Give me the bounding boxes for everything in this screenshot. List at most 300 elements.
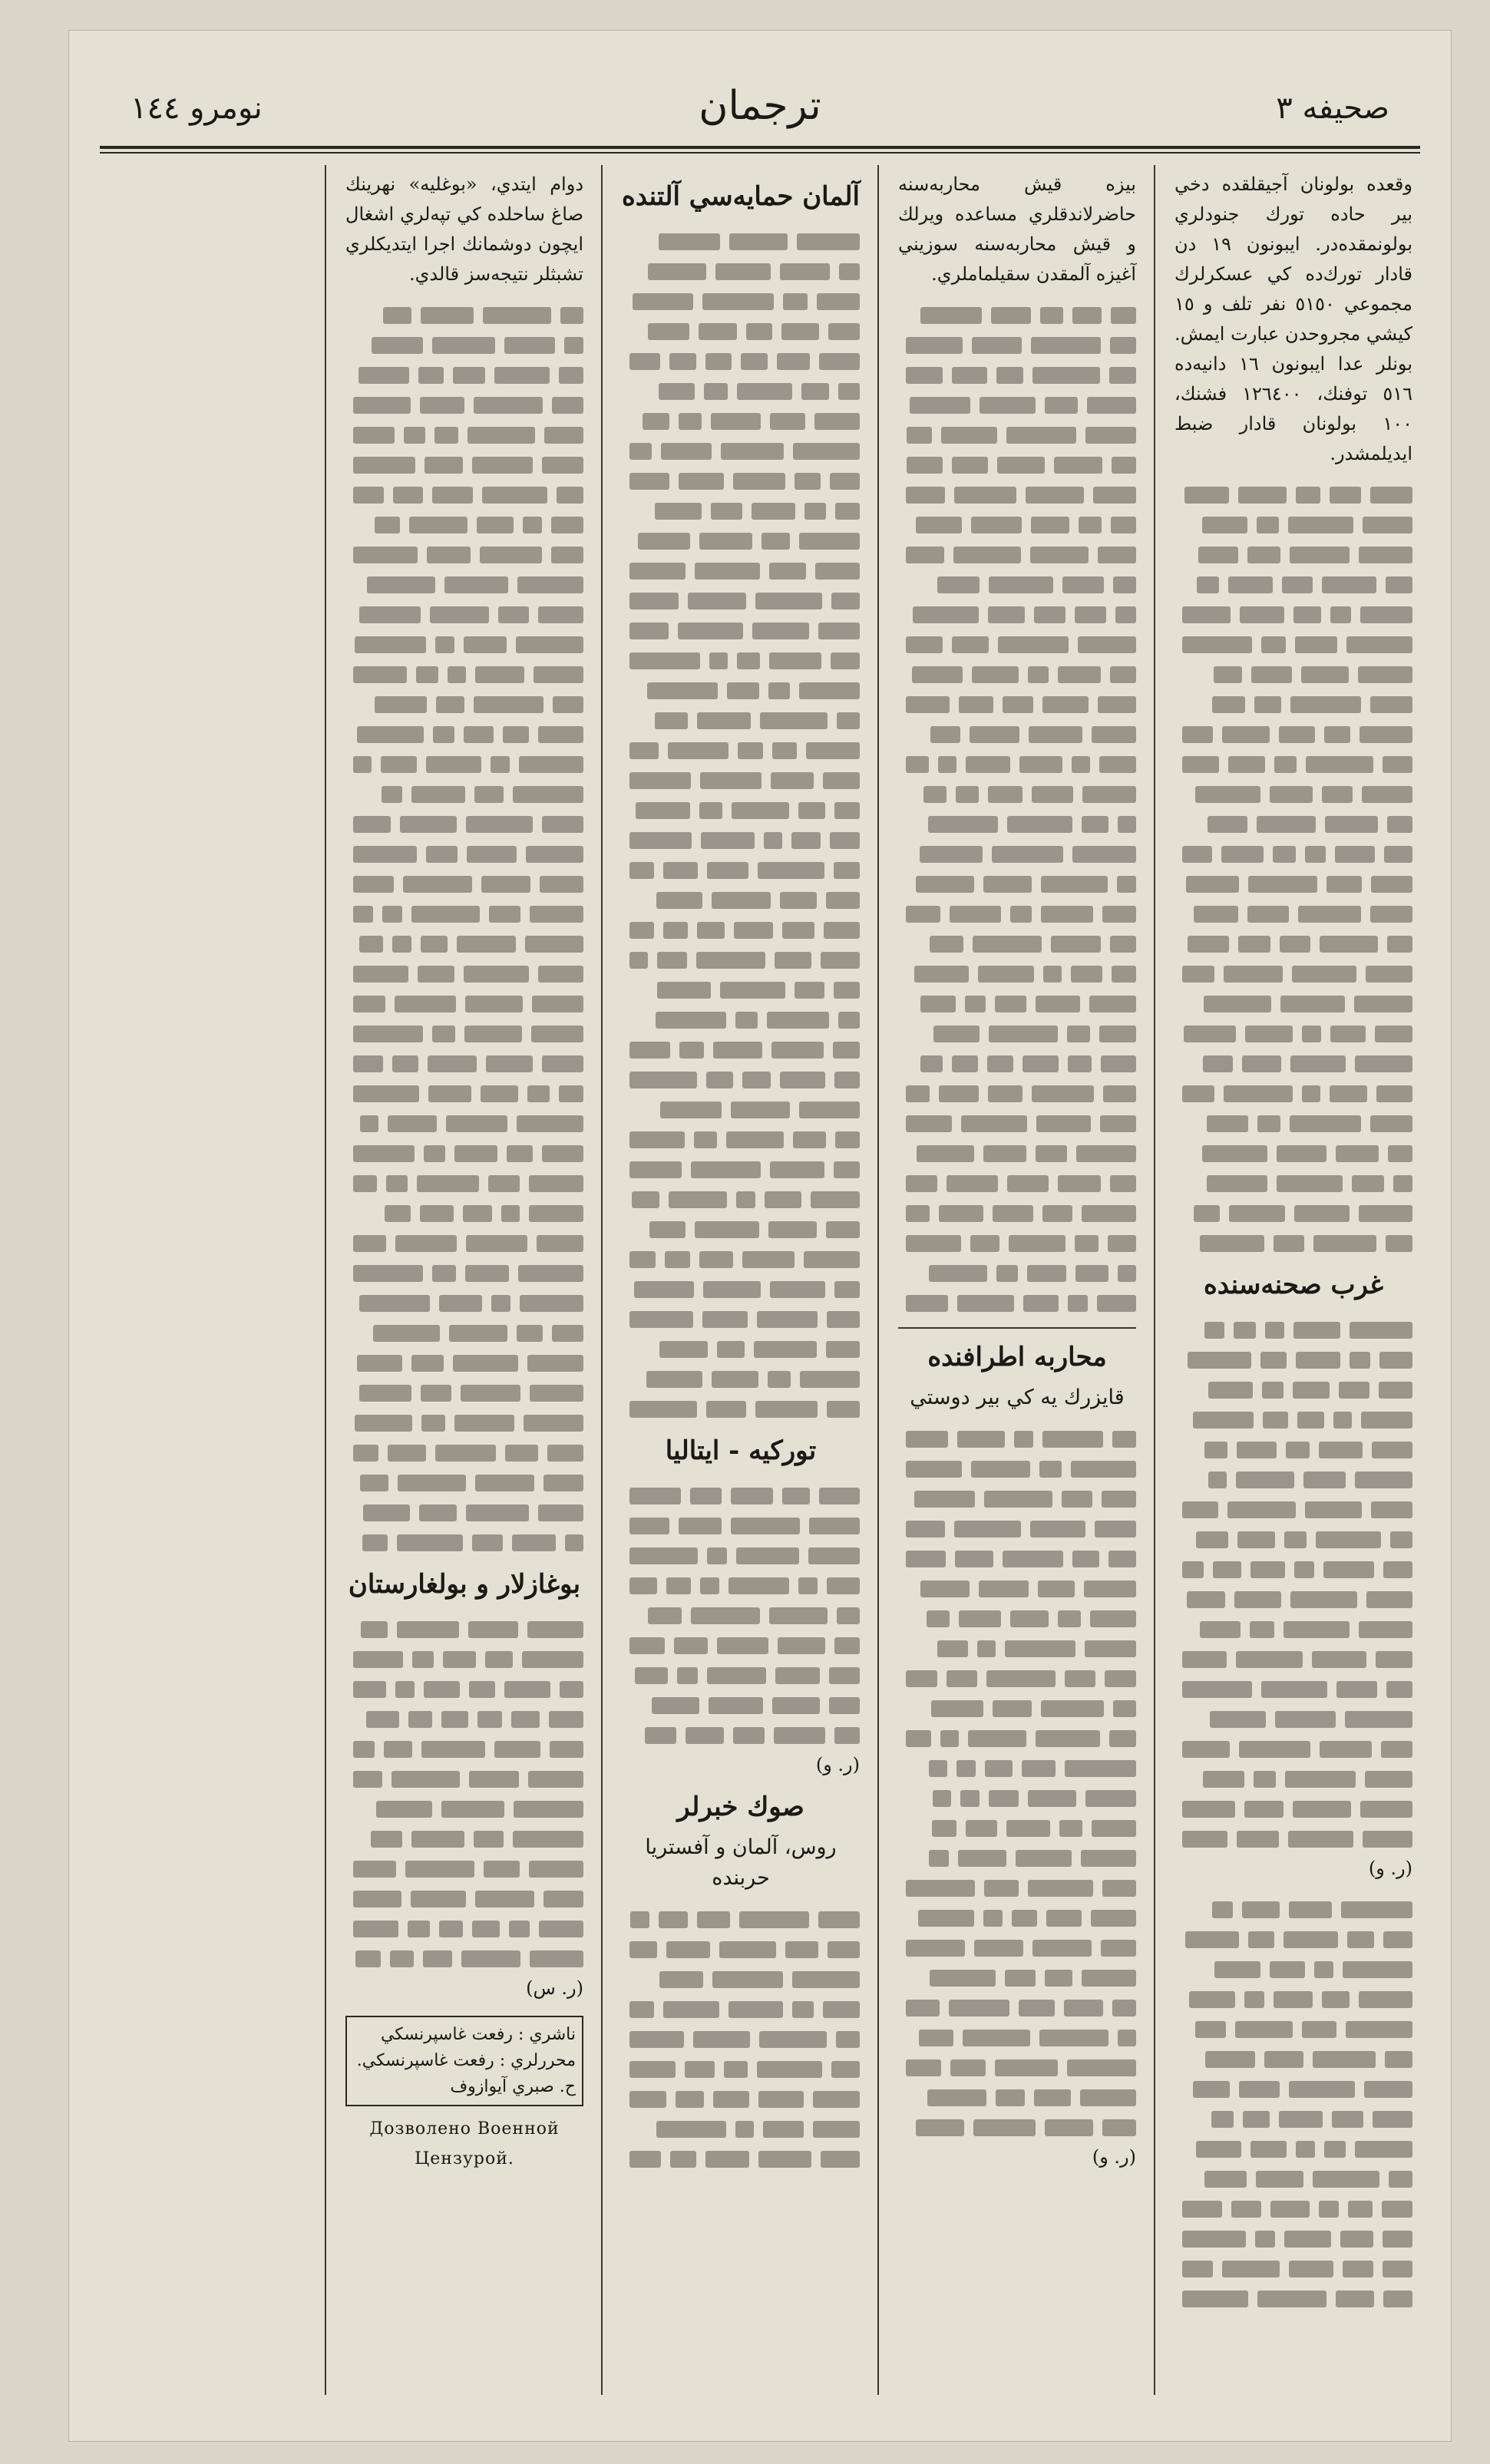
text-word: [1100, 1115, 1136, 1132]
text-line: [898, 1903, 1136, 1933]
text-word: [1030, 1521, 1085, 1538]
text-word: [1343, 2261, 1373, 2277]
text-word: [817, 293, 860, 310]
text-word: [1082, 816, 1108, 833]
text-line: [345, 1378, 583, 1408]
text-line: [1174, 540, 1412, 570]
text-line: [622, 526, 860, 556]
text-word: [1312, 1651, 1366, 1668]
text-word: [739, 1911, 809, 1928]
text-word: [1390, 1531, 1412, 1548]
text-word: [1112, 966, 1136, 983]
section-heading: محاربه اطرافنده: [927, 1342, 1107, 1372]
text-word: [1270, 786, 1313, 803]
text-word: [978, 966, 1034, 983]
text-word: [735, 1012, 758, 1029]
column-2: [890, 165, 1144, 2395]
text-word: [1358, 666, 1412, 683]
text-word: [1097, 1295, 1136, 1312]
text-line: [898, 540, 1136, 570]
text-line: [898, 450, 1136, 480]
text-word: [1041, 906, 1093, 923]
text-line: [345, 1914, 583, 1944]
text-line: [345, 570, 583, 599]
text-word: [937, 576, 980, 593]
text-word: [733, 1727, 765, 1744]
text-word: [824, 922, 860, 939]
text-word: [1393, 1175, 1412, 1192]
text-line: [1174, 1019, 1412, 1049]
text-word: [920, 1055, 943, 1072]
text-word: [737, 652, 760, 669]
text-word: [827, 1577, 860, 1594]
text-word: [630, 1911, 649, 1928]
text-word: [371, 1831, 402, 1848]
signature: (ر. س): [526, 1977, 583, 1999]
text-word: [1118, 1265, 1136, 1282]
text-word: [697, 712, 751, 729]
text-word: [818, 1911, 860, 1928]
text-word: [1322, 1991, 1350, 2008]
text-word: [760, 712, 828, 729]
text-line: [345, 1049, 583, 1078]
text-block: [345, 1614, 583, 1974]
column-5: [61, 165, 315, 2395]
text-word: [1263, 1412, 1288, 1429]
text-word: [560, 307, 583, 324]
text-word: [838, 1012, 860, 1029]
text-word: [1200, 1235, 1264, 1252]
text-word: [1072, 846, 1136, 863]
text-word: [501, 1205, 520, 1222]
text-line: [1174, 1168, 1412, 1198]
text-word: [359, 936, 383, 953]
text-word: [1279, 726, 1315, 743]
text-word: [1282, 576, 1313, 593]
signature: (ر. و): [1092, 2146, 1136, 2168]
text-word: [676, 2091, 704, 2108]
text-word: [491, 1295, 510, 1312]
text-word: [1007, 1175, 1049, 1192]
text-word: [819, 353, 860, 370]
text-line: [898, 1198, 1136, 1228]
text-word: [770, 413, 805, 430]
text-word: [930, 726, 960, 743]
text-word: [906, 1940, 965, 1957]
text-word: [715, 263, 771, 280]
text-word: [1366, 966, 1412, 983]
text-word: [660, 1102, 722, 1118]
text-word: [643, 413, 669, 430]
text-word: [952, 636, 989, 653]
text-word: [1388, 1145, 1412, 1162]
text-line: [622, 735, 860, 765]
text-word: [1054, 457, 1102, 474]
text-line: [345, 1438, 583, 1468]
text-word: [1009, 1235, 1065, 1252]
text-word: [1302, 2021, 1336, 2038]
text-word: [1363, 517, 1412, 533]
text-word: [1039, 1461, 1062, 1478]
text-line: [622, 705, 860, 735]
text-line: [1174, 1764, 1412, 1794]
text-line: [622, 1394, 860, 1424]
text-line: [1174, 1554, 1412, 1584]
text-word: [461, 1950, 520, 1967]
editor-name: رفعت غاسپرنسكي.: [356, 2051, 494, 2070]
text-word: [540, 876, 583, 893]
text-word: [1182, 846, 1212, 863]
text-word: [1093, 487, 1136, 504]
text-word: [1222, 726, 1270, 743]
text-word: [1043, 966, 1062, 983]
text-word: [711, 503, 742, 520]
text-line: [345, 1824, 583, 1854]
text-word: [831, 593, 860, 609]
text-word: [392, 1055, 418, 1072]
text-word: [1023, 1295, 1059, 1312]
text-word: [559, 367, 583, 384]
text-word: [538, 966, 583, 983]
text-word: [665, 1251, 690, 1268]
text-line: [1174, 1674, 1412, 1704]
text-word: [538, 1504, 583, 1521]
text-word: [1370, 906, 1412, 923]
text-word: [366, 1711, 399, 1728]
text-line: [345, 1498, 583, 1528]
text-word: [998, 636, 1069, 653]
text-word: [435, 636, 454, 653]
text-line: [622, 1571, 860, 1600]
text-word: [1335, 846, 1375, 863]
text-word: [1305, 1501, 1362, 1518]
text-word: [834, 982, 860, 999]
text-word: [469, 1771, 519, 1788]
text-word: [1262, 1382, 1284, 1399]
text-word: [1028, 666, 1049, 683]
text-word: [629, 742, 659, 759]
text-word: [659, 383, 695, 400]
text-word: [799, 682, 860, 699]
text-word: [1103, 1085, 1136, 1102]
text-word: [1221, 846, 1264, 863]
text-word: [353, 547, 418, 563]
text-word: [1085, 427, 1136, 444]
text-word: [634, 1281, 694, 1298]
text-word: [360, 1115, 378, 1132]
text-word: [528, 1771, 583, 1788]
text-word: [928, 816, 998, 833]
text-line: [1174, 809, 1412, 839]
text-word: [412, 1651, 434, 1668]
text-word: [1032, 367, 1100, 384]
text-word: [542, 816, 583, 833]
text-line: [898, 480, 1136, 510]
text-word: [659, 1971, 703, 1988]
text-word: [839, 263, 860, 280]
text-word: [504, 337, 555, 354]
text-word: [1111, 517, 1136, 533]
text-word: [1350, 1322, 1412, 1339]
text-word: [421, 307, 474, 324]
text-word: [906, 1730, 931, 1747]
text-word: [1385, 2051, 1412, 2068]
text-word: [1280, 996, 1345, 1012]
text-word: [411, 1355, 444, 1372]
text-word: [353, 1741, 375, 1758]
text-word: [1036, 1115, 1091, 1132]
text-word: [484, 1861, 520, 1878]
text-word: [367, 576, 435, 593]
text-line: [898, 869, 1136, 899]
text-word: [491, 756, 510, 773]
text-word: [1067, 2059, 1136, 2076]
text-word: [353, 996, 385, 1012]
text-word: [1194, 1205, 1220, 1222]
text-word: [504, 1681, 550, 1698]
text-word: [831, 2061, 860, 2078]
text-word: [757, 2061, 822, 2078]
text-word: [465, 1265, 509, 1282]
text-word: [1208, 1382, 1253, 1399]
text-line: [622, 2024, 860, 2054]
text-word: [1108, 1235, 1136, 1252]
text-line: [345, 1198, 583, 1228]
text-word: [1247, 906, 1289, 923]
text-word: [1228, 756, 1265, 773]
text-word: [466, 1235, 527, 1252]
text-word: [834, 1281, 860, 1298]
text-word: [758, 2091, 804, 2108]
text-word: [920, 996, 956, 1012]
text-word: [409, 517, 467, 533]
text-word: [1313, 2171, 1379, 2188]
text-word: [1182, 1801, 1235, 1818]
text-word: [1389, 2171, 1412, 2188]
text-line: [622, 436, 860, 466]
text-word: [1245, 1026, 1293, 1042]
text-line: [345, 1674, 583, 1704]
text-word: [737, 383, 792, 400]
text-word: [691, 1161, 761, 1178]
text-word: [544, 427, 583, 444]
text-line: [622, 1334, 860, 1364]
text-word: [1383, 2231, 1412, 2248]
text-word: [1099, 1026, 1136, 1042]
text-word: [1196, 1531, 1228, 1548]
text-word: [769, 1607, 828, 1624]
text-line: [622, 1364, 860, 1394]
text-word: [420, 397, 464, 414]
text-word: [735, 2121, 754, 2138]
text-word: [1250, 2141, 1287, 2158]
text-word: [404, 427, 425, 444]
text-line: [898, 1663, 1136, 1693]
text-word: [804, 1251, 860, 1268]
text-word: [360, 1475, 388, 1491]
text-line: [1174, 2074, 1412, 2104]
text-word: [1302, 1026, 1321, 1042]
text-word: [498, 606, 529, 623]
text-word: [1182, 606, 1231, 623]
text-line: [898, 1693, 1136, 1723]
text-word: [830, 832, 860, 849]
text-word: [475, 1475, 534, 1491]
text-line: [898, 1843, 1136, 1873]
text-word: [1065, 1670, 1095, 1687]
text-line: [622, 406, 860, 436]
text-word: [1319, 2201, 1339, 2218]
text-word: [669, 353, 696, 370]
text-line: [898, 779, 1136, 809]
text-word: [467, 846, 517, 863]
text-word: [1228, 576, 1273, 593]
text-word: [477, 1711, 502, 1728]
text-word: [353, 1681, 386, 1698]
text-word: [375, 517, 400, 533]
text-word: [742, 1251, 795, 1268]
text-word: [1189, 1991, 1235, 2008]
text-word: [480, 547, 542, 563]
text-word: [770, 1281, 825, 1298]
text-word: [1064, 2000, 1103, 2016]
text-word: [827, 1401, 860, 1418]
text-word: [1320, 1741, 1372, 1758]
text-line: [1174, 480, 1412, 510]
text-line: [622, 226, 860, 256]
text-word: [1284, 1531, 1307, 1548]
text-line: [622, 1994, 860, 2024]
text-word: [679, 413, 702, 430]
text-line: [1174, 1794, 1412, 1824]
text-block: [1174, 1894, 1412, 2314]
text-word: [1274, 756, 1297, 773]
text-line: [1174, 1315, 1412, 1345]
text-word: [522, 1651, 583, 1668]
text-word: [736, 1191, 755, 1208]
text-line: [345, 1288, 583, 1318]
text-word: [1182, 1501, 1218, 1518]
text-word: [1359, 1991, 1412, 2008]
text-word: [917, 1145, 974, 1162]
text-word: [441, 1801, 504, 1818]
text-line: [622, 2054, 860, 2084]
text-word: [1026, 487, 1084, 504]
text-word: [474, 1831, 504, 1848]
text-word: [1186, 876, 1239, 893]
text-word: [1023, 1055, 1059, 1072]
text-word: [1182, 1741, 1230, 1758]
text-word: [1284, 1621, 1350, 1638]
text-line: [898, 929, 1136, 959]
text-word: [1111, 307, 1136, 324]
text-word: [454, 1145, 497, 1162]
section-subheading: روس، آلمان و آفستريا حربنده: [645, 1835, 837, 1890]
text-line: [622, 646, 860, 675]
text-word: [383, 307, 411, 324]
text-word: [430, 606, 489, 623]
text-word: [959, 696, 993, 713]
text-word: [1254, 1771, 1276, 1788]
text-word: [1211, 2111, 1234, 2128]
text-word: [771, 772, 814, 789]
text-word: [1284, 2231, 1331, 2248]
text-word: [453, 367, 485, 384]
text-word: [353, 397, 411, 414]
text-line: [898, 1873, 1136, 1903]
text-word: [1084, 1580, 1136, 1597]
text-word: [1087, 397, 1136, 414]
text-word: [1386, 1235, 1412, 1252]
text-line: [345, 659, 583, 689]
text-word: [958, 1850, 1006, 1867]
text-word: [1185, 1931, 1239, 1948]
text-word: [799, 533, 860, 550]
text-word: [983, 1910, 1003, 1927]
text-word: [1288, 517, 1353, 533]
text-line: [345, 1318, 583, 1348]
text-word: [938, 756, 956, 773]
text-word: [798, 802, 825, 819]
text-word: [361, 1621, 388, 1638]
text-word: [906, 756, 929, 773]
text-word: [1016, 1850, 1072, 1867]
text-word: [464, 1026, 522, 1042]
text-word: [1224, 1085, 1293, 1102]
text-word: [1305, 846, 1326, 863]
publisher-label: ناشري :: [517, 2025, 576, 2044]
text-word: [706, 1401, 746, 1418]
signature: (ر. و): [815, 1754, 860, 1775]
text-word: [704, 383, 728, 400]
text-word: [1205, 2051, 1255, 2068]
text-word: [930, 936, 963, 953]
text-word: [1068, 1055, 1092, 1072]
text-word: [1370, 696, 1412, 713]
text-word: [1345, 1711, 1412, 1728]
text-line: [345, 1348, 583, 1378]
text-word: [815, 563, 860, 580]
text-word: [663, 922, 688, 939]
text-word: [1182, 756, 1219, 773]
text-word: [1323, 1561, 1374, 1578]
text-word: [547, 1445, 583, 1462]
text-word: [1082, 786, 1136, 803]
text-word: [532, 996, 583, 1012]
text-word: [488, 1175, 520, 1192]
text-word: [949, 2000, 1009, 2016]
text-word: [906, 547, 944, 563]
text-word: [357, 726, 424, 743]
text-line: [1174, 1228, 1412, 1258]
text-word: [353, 1921, 398, 1937]
text-line: [898, 1049, 1136, 1078]
text-line: [1174, 779, 1412, 809]
text-word: [1117, 876, 1136, 893]
text-word: [655, 712, 688, 729]
text-line: [1174, 1345, 1412, 1375]
text-word: [769, 652, 821, 669]
text-word: [542, 1055, 583, 1072]
text-word: [355, 1950, 381, 1967]
text-word: [1359, 1621, 1412, 1638]
text-word: [1322, 786, 1353, 803]
text-line: [345, 1644, 583, 1674]
text-line: [345, 390, 583, 420]
text-line: [622, 765, 860, 795]
text-word: [834, 1072, 860, 1088]
editors-label: محررلري :: [499, 2051, 576, 2070]
